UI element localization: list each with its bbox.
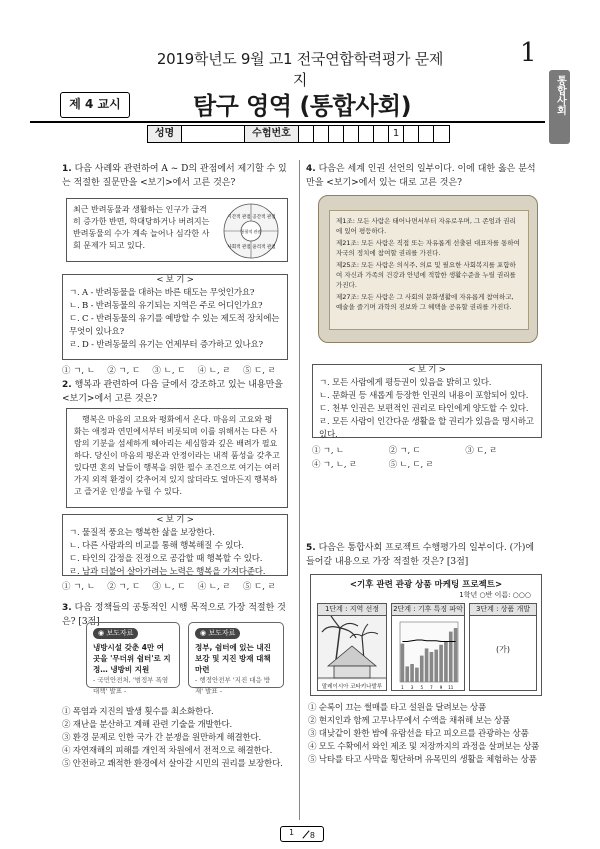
news-source: - 국민안전처, '범정부 폭염 대책' 발표 - xyxy=(93,676,169,695)
option[interactable]: ④ 자연재해의 피해를 개인적 차원에서 전적으로 해결한다. xyxy=(62,746,273,756)
choice[interactable]: ② ㄱ, ㄷ xyxy=(107,582,141,592)
exam-no-cell: 1 xyxy=(389,126,404,142)
question-4 xyxy=(306,162,542,190)
precipitation-bar xyxy=(405,666,409,682)
choice[interactable]: ② ㄱ, ㄷ xyxy=(388,446,421,456)
q1-bogi-box xyxy=(62,274,288,360)
article: 제1조: 모든 사람은 태어나면서부터 자유로우며, 그 존엄과 권리에 있어 평등하다. xyxy=(336,217,516,235)
exam-no-cell xyxy=(434,126,449,142)
question-5 xyxy=(306,541,542,569)
choice[interactable]: ① ㄱ, ㄴ xyxy=(62,366,96,376)
q2-passage: 행복은 마음의 고요와 평화에서 온다. 마음의 고요와 평화는 애정과 연민에서부터 비롯되며 이를 위해서는 다른 사람의 기분을 섬세하게 헤아리는 세심함과 깊은 배려가 필요하다. 당신이 마음의 평온과 안정이라는 내적 품성을 갖추고 있다면 혼의 날들이 행복을 위한 필수 조건으로 여기는 여러 가지 외적 환경이 갖추어져 있지 않더라도 얼마든지 행복하고 즐거운 인생을 누릴 수 있다. xyxy=(74,415,280,496)
page-number-top: 1 xyxy=(520,38,537,68)
header-rule xyxy=(30,121,545,123)
bogi-label: < 보 기 > xyxy=(404,365,449,375)
question-stem: 다음은 통합사회 프로젝트 수행평가의 일부이다. (가)에 들어갈 내용으로 가장 적절한 것은? [3점] xyxy=(306,543,535,567)
side-tab-label: 통합사회 xyxy=(554,75,566,115)
option[interactable]: ③ 환경 문제로 인한 국가 간 분쟁을 원만하게 해결한다. xyxy=(62,733,262,743)
tropical-beach-illustration xyxy=(318,616,386,680)
q2-choices xyxy=(62,580,288,592)
x-tick-label: 7 xyxy=(430,685,433,690)
choice[interactable]: ⑤ ㄷ, ㄹ xyxy=(242,366,276,376)
student-info: 1학년 ○반 이름: ○○○ xyxy=(459,591,531,599)
x-tick-label: 3 xyxy=(410,685,414,690)
exam-no-cell xyxy=(359,126,374,142)
q5-options xyxy=(308,702,548,767)
bogi-item: ㄹ. 모든 사람이 인간다운 생활을 할 권리가 있음을 명시하고 있다. xyxy=(319,417,534,440)
climate-chart xyxy=(392,616,464,690)
column-divider xyxy=(299,160,300,820)
q3-options xyxy=(62,706,294,771)
choice[interactable]: ④ ㄱ, ㄴ, ㄹ xyxy=(312,460,357,470)
precipitation-bar xyxy=(430,652,434,682)
name-label: 성명 xyxy=(148,126,182,142)
precipitation-bar xyxy=(401,644,405,682)
q1-passage-box xyxy=(66,198,288,262)
choice[interactable]: ③ ㄴ, ㄷ xyxy=(152,366,186,376)
exam-no-cell xyxy=(329,126,344,142)
precipitation-bar xyxy=(434,650,438,682)
precipitation-bar xyxy=(449,632,453,682)
question-stem: 다음은 세계 인권 선언의 일부이다. 이에 대한 옳은 분석만을 <보기>에서 있는 대로 고른 것은? xyxy=(306,164,536,188)
bogi-item: ㄱ. A - 반려동물을 대하는 바른 태도는 무엇인가요? xyxy=(69,288,255,298)
diagram-label: 윤리적 관점 xyxy=(252,245,276,250)
news-tag: ◉ 보도자료 xyxy=(93,628,138,639)
news-card-1 xyxy=(86,622,180,695)
perspective-diagram xyxy=(219,202,283,260)
q1-passage: 최근 반려동물과 생활하는 인구가 급격히 증가한 반면, 학대당하거나 버려지는 반려동물의 수가 계속 늘어나 심각한 사회 문제가 되고 있다. xyxy=(73,205,210,250)
question-stem: 다음 정책들의 공통적인 시행 목적으로 가장 적절한 것은? [3점] xyxy=(62,603,286,627)
question-number: 3. xyxy=(62,603,72,613)
option[interactable]: ④ 모도 수확에서 와인 제조 및 저장까지의 과정을 살펴보는 상품 xyxy=(308,742,540,752)
precipitation-bar xyxy=(439,645,443,682)
question-stem: 행복과 관련하여 다음 글에서 강조하고 있는 내용만을 <보기>에서 고른 것은? xyxy=(62,380,283,404)
exam-no-cell xyxy=(419,126,434,142)
x-tick-label: 1 xyxy=(401,685,404,690)
question-1 xyxy=(62,162,288,190)
bogi-item: ㄷ. 타인의 감정을 진정으로 공감할 때 행복할 수 있다. xyxy=(69,554,263,564)
choice[interactable]: ④ ㄴ, ㄹ xyxy=(197,582,231,592)
article: 제27조: 모든 사람은 그 사회의 문화생활에 자유롭게 참여하고, 예술을 즐기며 과학의 진보와 그 혜택을 공유할 권리를 가진다. xyxy=(336,293,514,311)
choice[interactable]: ④ ㄴ, ㄹ xyxy=(197,366,231,376)
bogi-item: ㄷ. C - 반려동물의 유기를 예방할 수 있는 제도적 장치에는 무엇이 있나요? xyxy=(69,314,280,337)
option[interactable]: ② 재난을 분산하고 계해 관련 기술을 개발한다. xyxy=(62,720,233,730)
article: 제25조: 모든 사람은 의식주, 의료 및 필요한 사회복지를 포함하여 자신과 가족의 건강과 안녕에 적합한 생활수준을 누릴 권리를 가진다. xyxy=(336,261,516,289)
precipitation-bar xyxy=(415,668,419,682)
article: 제21조: 모든 사람은 직접 또는 자유롭게 선출된 대표자를 통하여 자국의 정치에 참여할 권리를 가진다. xyxy=(336,239,520,257)
question-number: 1. xyxy=(62,164,72,174)
footer-total: 8 xyxy=(309,831,315,840)
diagram-label: 공간적 관점 xyxy=(252,215,276,220)
exam-no-cell xyxy=(344,126,359,142)
stage-2 xyxy=(391,603,465,691)
q4-choices xyxy=(312,444,542,472)
q1-choices xyxy=(62,364,288,376)
name-field xyxy=(182,126,245,142)
bogi-item: ㄹ. D - 반려동물의 유기는 언제부터 증가하고 있나요? xyxy=(69,340,263,350)
option[interactable]: ① 순록이 끄는 썰매를 타고 설원을 달려보는 상품 xyxy=(308,703,487,713)
option[interactable]: ③ 대낮같이 환한 밤에 유람선을 타고 피오르를 관광하는 상품 xyxy=(308,729,529,739)
stage-header: 3단계 : 상품 개발 xyxy=(470,604,536,616)
exam-header-title: 2019학년도 9월 고1 전국연합학력평가 문제지 xyxy=(156,50,444,89)
option[interactable]: ② 현지인과 함께 고무나무에서 수액을 채취해 보는 상품 xyxy=(308,716,511,726)
q2-passage-box xyxy=(66,408,288,508)
precipitation-bar xyxy=(444,641,448,682)
question-number: 4. xyxy=(306,164,316,174)
diagram-label: 사회적 관점 xyxy=(227,245,251,250)
bogi-item: ㄹ. 남과 더불어 살아가려는 노력은 행복을 가져다준다. xyxy=(69,567,266,577)
stage-3 xyxy=(469,603,537,691)
news-card-2 xyxy=(188,622,284,695)
bogi-item: ㄱ. 모든 사람에게 평등권이 있음을 밝히고 있다. xyxy=(319,378,492,388)
precipitation-bar xyxy=(410,664,414,682)
choice[interactable]: ① ㄱ, ㄴ xyxy=(312,446,344,456)
precipitation-bar xyxy=(454,628,458,682)
subject-side-tab xyxy=(549,70,570,144)
choice[interactable]: ⑤ ㄷ, ㄹ xyxy=(242,582,276,592)
footer-slash xyxy=(302,830,309,838)
diagram-label: 시간적 관점 xyxy=(227,215,251,220)
x-tick-label: 9 xyxy=(439,685,443,690)
x-tick-label: 5 xyxy=(420,685,424,690)
question-2 xyxy=(62,378,288,406)
diagram-center-label: 통합적 관점 xyxy=(240,229,262,234)
news-tag: ◉ 보도자료 xyxy=(195,628,240,639)
project-box xyxy=(310,574,542,696)
page-footer xyxy=(280,826,324,842)
precipitation-bar xyxy=(420,656,424,682)
stage-header: 1단계 : 지역 선정 xyxy=(318,604,386,616)
q4-bogi-box xyxy=(312,364,542,438)
bogi-label: < 보 기 > xyxy=(152,275,197,285)
choice[interactable]: ① ㄱ, ㄴ xyxy=(62,582,96,592)
candidate-info-row xyxy=(147,125,450,143)
bogi-item: ㄷ. 천부 인권은 보편적인 권리로 타인에게 양도할 수 있다. xyxy=(319,404,529,414)
news-headline: 냉방시설 갖춘 4만 여 곳을 '무더위 쉼터'로 지정… 냉방비 지원 xyxy=(93,643,171,674)
option[interactable]: ⑤ 안전하고 쾌적한 환경에서 살아갈 시민의 권리를 보장한다. xyxy=(62,759,283,769)
option[interactable]: ① 폭염과 지진의 발생 횟수를 최소화한다. xyxy=(62,707,214,717)
bogi-item: ㄴ. 문화권 등 새롭게 등장한 인권의 내용이 포함되어 있다. xyxy=(319,391,529,401)
option[interactable]: ⑤ 낙타를 타고 사막을 횡단하며 유목민의 생활을 체험하는 상품 xyxy=(308,755,537,765)
x-tick-label: 11 xyxy=(448,685,454,690)
stage-header: 2단계 : 기후 특징 파악 xyxy=(392,604,464,616)
exam-no-cell xyxy=(404,126,419,142)
session-box: 제 4 교시 xyxy=(60,92,130,118)
choice[interactable]: ③ ㄷ, ㄹ xyxy=(465,446,498,456)
news-headline: 정부, 쉼터에 있는 내진 보강 및 지진 방재 대책 마련 xyxy=(195,643,271,674)
question-number: 5. xyxy=(306,543,316,553)
news-source: - 행정안전부 '지진 대응 방재' 발표 - xyxy=(195,676,271,695)
exam-no-cell xyxy=(314,126,329,142)
choice[interactable]: ② ㄱ, ㄷ xyxy=(107,366,141,376)
declaration-scroll xyxy=(318,195,538,343)
bogi-label: < 보 기 > xyxy=(152,515,197,525)
bogi-item: ㄱ. 물질적 풍요는 행복한 삶을 보장한다. xyxy=(69,528,215,538)
project-title: <기후 관련 관광 상품 마케팅 프로젝트> xyxy=(349,580,503,590)
area-title: 탐구 영역 (통합사회) xyxy=(192,92,412,120)
choice[interactable]: ③ ㄴ, ㄷ xyxy=(152,582,186,592)
stage-1 xyxy=(317,603,387,691)
exam-no-label: 수험번호 xyxy=(245,126,299,142)
exam-no-cell xyxy=(299,126,314,142)
declaration-text xyxy=(329,210,529,330)
footer-page: 1 xyxy=(289,828,295,837)
question-number: 2. xyxy=(62,380,72,390)
stage-caption: 말레이시아 코타키나발루 xyxy=(321,684,383,690)
question-stem: 다음 사례와 관련하여 A ~ D의 관점에서 제기할 수 있는 적절한 질문만을 <보기>에서 고른 것은? xyxy=(62,164,287,188)
choice[interactable]: ⑤ ㄴ, ㄷ, ㄹ xyxy=(388,460,434,470)
bogi-item: ㄴ. B - 반려동물의 유기되는 지역은 주로 어디인가요? xyxy=(69,301,263,311)
bogi-item: ㄴ. 다른 사람과의 비교를 통해 행복해질 수 있다. xyxy=(69,541,244,551)
exam-no-cell xyxy=(374,126,389,142)
q2-bogi-box xyxy=(62,514,288,576)
stage-blank: (가) xyxy=(496,645,510,654)
precipitation-bar xyxy=(425,648,429,682)
